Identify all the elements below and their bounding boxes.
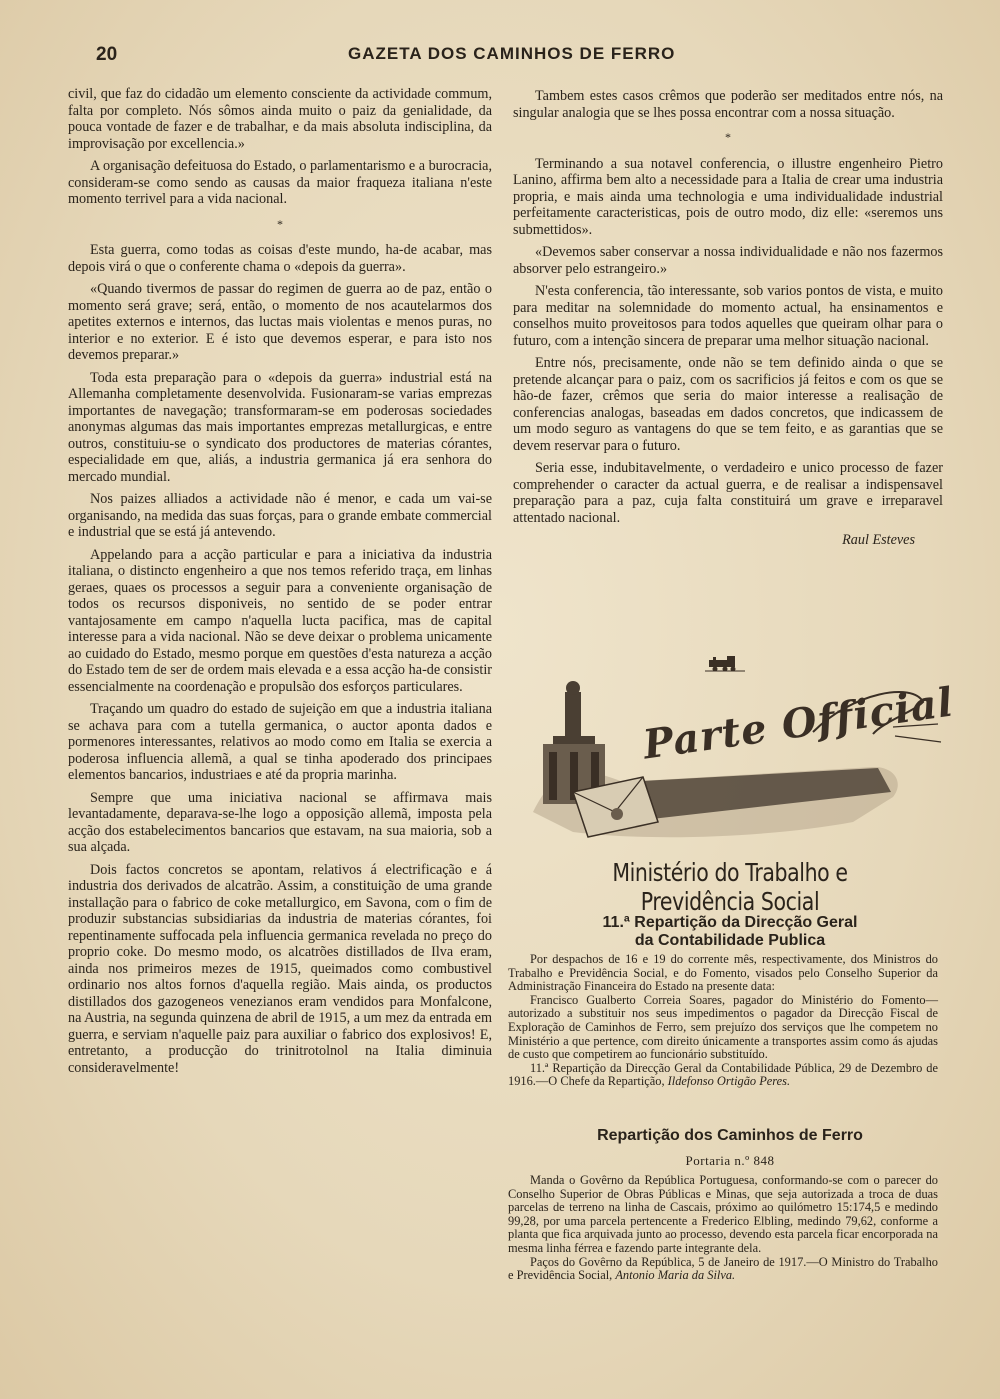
section-1-signatory: Ildefonso Ortigão Peres.	[667, 1074, 791, 1089]
left-paragraph-9: Sempre que uma iniciativa nacional se affirmava mais levantadamente, deparava-se-lhe logo a opposição allemã, imposta pela acção dos estabelecimentos bancarios que estavam, na sua maioria, sob a sua alçada.	[68, 789, 492, 855]
section-1-body	[508, 953, 938, 1089]
right-column	[513, 88, 943, 549]
right-paragraph-6: Seria esse, indubitavelmente, o verdadeiro e unico processo de fazer comprehender o caracter da actual guerra, e de realisar a indispensavel preparação para a paz, cuja falta constituirá um grave e irreparavel attentado nacional.	[513, 460, 943, 526]
journal-title: GAZETA DOS CAMINHOS DE FERRO	[348, 44, 676, 63]
left-paragraph-1: civil, que faz do cidadão um elemento consciente da actividade commum, falta por completo. Nós sômos ainda muito o paiz da genialidade, da pouca vontade de fazer e de trabalhar, e da mais absoluta indisciplina, da improvisação por excellencia.»	[68, 86, 492, 152]
page-number: 20	[96, 44, 118, 65]
section-heading-line-1: 11.ª Repartição da Direcção Geral	[602, 914, 858, 931]
section-2-paragraph-2	[508, 1256, 938, 1283]
locomotive-ornament-icon	[705, 654, 745, 672]
left-column	[68, 86, 492, 1082]
section-1-paragraph-1: Por despachos de 16 e 19 do corrente mês, respectivamente, dos Ministros do Trabalho e Previdência Social, e do Fomento, visados pelo Conselho Superior da Administração Financeira do Estado na presente data:	[508, 952, 938, 994]
section-1-paragraph-2: Francisco Gualberto Correia Soares, pagador do Ministério do Fomento—autorizado a substituir nos seus impedimentos o pagador da Direcção Fiscal de Exploração de Caminhos de Ferro, sem prejuízo dos serviços que lhe competem no Ministério a que pertence, com direito únicamente a transportes assim como ás ajudas de custo que competirem ao funcionário substituído.	[508, 992, 938, 1062]
section-2-signatory: Antonio Maria da Silva.	[615, 1268, 736, 1283]
author-signature: Raul Esteves	[842, 532, 915, 548]
right-paragraph-2: Terminando a sua notavel conferencia, o illustre engenheiro Pietro Lanino, affirma bem alto a necessidade para a Italia de crear uma industria propria, e mais ainda uma technologia e uma individualidade industrial perfeitamente caracteristicas, pois de outro modo, diz elle: «seremos uns submettidos».	[513, 155, 943, 238]
section-1-closing-text: 11.ª Repartição da Direcção Geral da Contabilidade Pública, 29 de Dezembro de 1916.—O Chefe da Repartição,	[508, 1060, 938, 1089]
section-2-body	[508, 1174, 938, 1283]
left-paragraph-3: Esta guerra, como todas as coisas d'este mundo, ha-de acabar, mas depois virá o que o conferente chama o «depois da guerra».	[68, 242, 492, 275]
left-paragraph-2: A organisação defeituosa do Estado, o parlamentarismo e a burocracia, consideram-se como sendo as causas da maior fraqueza italiana n'este momento terrivel para a vida nacional.	[68, 158, 492, 207]
section-heading-caminhos-de-ferro: Repartição dos Caminhos de Ferro	[597, 1127, 863, 1144]
section-asterisk: *	[277, 216, 283, 231]
portaria-number: Portaria n.º 848	[685, 1153, 775, 1168]
left-paragraph-10: Dois factos concretos se apontam, relativos á electrificação e á industria dos derivados de alcatrão. Assim, a constituição de uma grande installação para o fabrico de coke metallurgico, em Savona, com o fim de produzir substancias subsidiarias da industria de materias córantes, foi repentinamente suffocada pela influencia germanica revelada no preço do proprio coke. Do mesmo modo, os alcatrões distillados de Ilva eram, ainda nos primeiros mezes de 1915, queimados como combustivel ordinario nos altos fornos d'aquella região. Mais ainda, os productos distillados dos gazogeneos venezianos eram vendidos para Monfalcone, na Austria, na segunda quinzena de abril de 1915, a um mez da entrada em guerra, e serviam n'aquelle paiz para auxiliar o fabrico dos explosivos! E, entretanto, a producção do trinitrotolnol na Italia diminuia consideravelmente!	[68, 861, 492, 1076]
section-heading-contabilidade	[520, 914, 940, 950]
left-paragraph-5: Toda esta preparação para o «depois da guerra» industrial está na Allemanha completamente desenvolvida. Fusionaram-se varias emprezas importantes de navegação; transformaram-se em poderosas sociedades anonymas algumas das mais importantes emprezas metallurgicas, e entre outros, constituiu-se o syndicato dos productores de materias córantes, especialidade em que, aliás, a industria germanica já era senhora do mercado mundial.	[68, 369, 492, 485]
left-paragraph-7: Appelando para a acção particular e para a iniciativa da industria italiana, o distincto engenheiro a que nos temos referido traça, em linhas geraes, quaes os processos a seguir para a conveniente organisação de todos os recursos disponiveis, no sentido de se poder entrar vantajosamente em campo n'aquella lucta pacifica, mas de capital interesse para a vida nacional. Não se deve deixar o problema unicamente ao cuidado do Estado, mesmo porque em questões d'esta natureza a acção do Estado tem de ser de ordem mais elevada e a essa acção ha-de consistir essencialmente na coordenação e propulsão dos esforços particulares.	[68, 546, 492, 695]
left-paragraph-6: Nos paizes alliados a actividade não é menor, e cada um vai-se organisando, na medida das suas forças, para o grande embate commercial e industrial que se está já antevendo.	[68, 491, 492, 540]
section-2-closing-text: Paços do Govêrno da República, 5 de Janeiro de 1917.—O Ministro do Trabalho e Previdência Social,	[508, 1254, 938, 1283]
left-paragraph-4: «Quando tivermos de passar do regimen de guerra ao de paz, então o momento será grave; será, então, o momento de nos acautelarmos dos apetites externos e internos, das luctas mais violentas e menos puras, no interior e no exterior. E é isto que devemos esperar, e para isto nos devemos preparar.»	[68, 281, 492, 363]
right-paragraph-5: Entre nós, precisamente, onde não se tem definido ainda o que se pretende alcançar para o paiz, com os sacrificios já feitos e com os que se hão-de fazer, crêmos que seria do maior interesse a realisação de conferencias analogas, baseadas em dados concretos, que indicassem de um modo seguro as vantagens do que se tem feito, e as garantias que se devem reservar para o futuro.	[513, 355, 943, 454]
section-1-paragraph-3	[508, 1062, 938, 1089]
page-header	[90, 44, 940, 70]
right-paragraph-1: Tambem estes casos crêmos que poderão ser meditados entre nós, na singular analogia que se lhes possa encontrar com a nossa situação.	[513, 88, 943, 121]
right-paragraph-4: N'esta conferencia, tão interessante, sob varios pontos de vista, e muito para meditar na solemnidade do momento actual, ha ensinamentos e conselhos muito proveitosos para todos aquelles que queiram olhar para o futuro, com a intenção sincera de preparar uma melhor situação nacional.	[513, 283, 943, 349]
right-paragraph-3: «Devemos saber conservar a nossa individualidade e não nos fazermos absorver pelo estrangeiro.»	[513, 244, 943, 277]
ministry-heading: Ministério do Trabalho e Previdência Social	[612, 858, 848, 916]
left-paragraph-8: Traçando um quadro do estado de sujeição em que a industria italiana se achava para com a tutella germanica, o auctor aponta dados e pormenores interessantes, relativos ao modo como em Italia se exercia a poderosa influencia allemã, a qual se tinha apoderado dos principaes elementos bancarios, industriaes e até da propria marinha.	[68, 701, 492, 783]
section-asterisk: *	[725, 130, 731, 144]
section-2-paragraph-1: Manda o Govêrno da República Portuguesa, conformando-se com o parecer do Conselho Superior de Obras Públicas e Minas, que seja autorizada a troca de duas parcelas de terreno na linha de Cascais, próximo ao quilómetro 15:174,5 e medindo 99,28, por uma parcela pertencente a Frederico Elbling, medindo 79,62, conforme a planta que fica arquivada junto ao processo, devendo esta parcela ficar encorporada na mesma linha férrea e fazendo parte integrante dela.	[508, 1173, 938, 1255]
section-heading-line-2: da Contabilidade Publica	[634, 932, 826, 949]
emblem-title: Parte Official	[640, 678, 957, 769]
